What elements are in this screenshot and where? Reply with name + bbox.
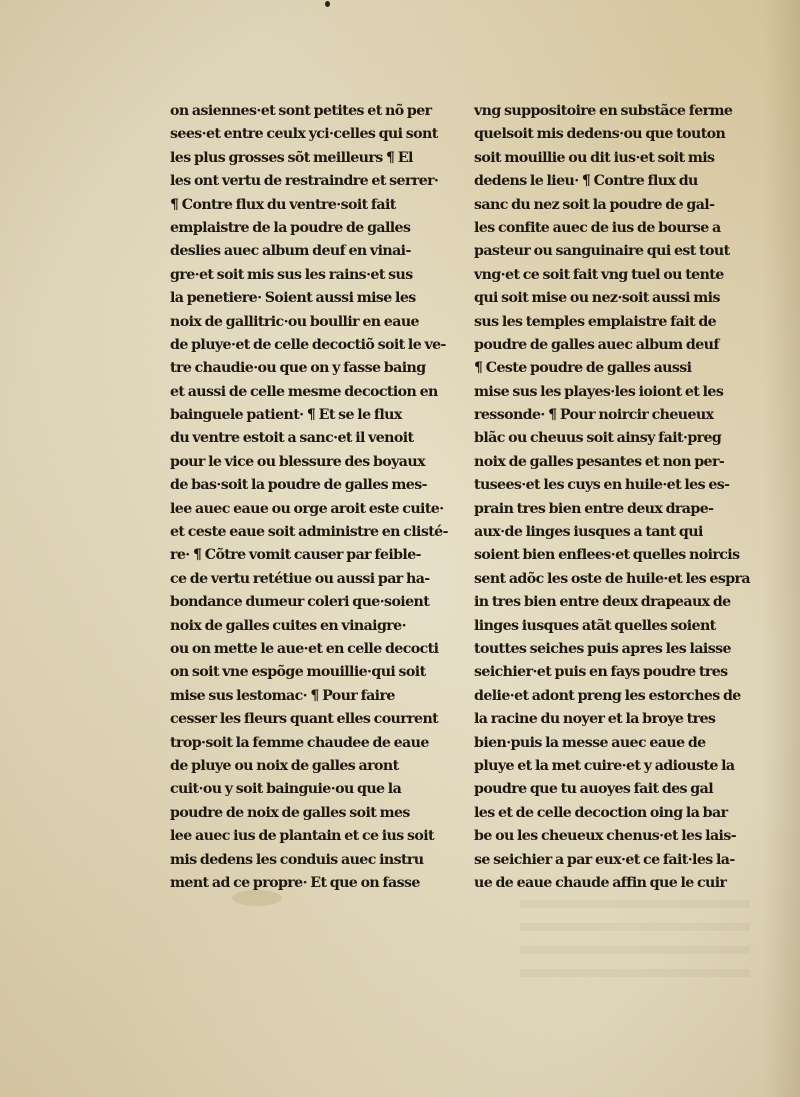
text-line: qui soit mise ou nez·soit aussi mis bbox=[474, 290, 720, 307]
text-line: pasteur ou sanguinaire qui est tout bbox=[474, 243, 730, 260]
ink-dot bbox=[325, 1, 330, 7]
text-line: mise sus les playes·les ioiont et les bbox=[474, 383, 724, 400]
text-line: la penetiere· Soient aussi mise les bbox=[170, 290, 416, 307]
text-line: poudre de galles auec album deuf bbox=[474, 336, 719, 353]
text-line: lee auec ius de plantain et ce ius soit bbox=[170, 828, 434, 845]
text-line: et ceste eaue soit administre en clisté- bbox=[170, 524, 448, 541]
text-column-right bbox=[474, 100, 774, 895]
text-line: noix de galles pesantes et non per- bbox=[474, 453, 725, 470]
text-line: on asiennes·et sont petites et nõ per bbox=[170, 103, 432, 119]
text-line: se seichier a par eux·et ce fait·les la- bbox=[474, 851, 735, 868]
text-line: quelsoit mis dedens·ou que touton bbox=[474, 126, 726, 143]
text-line: ment ad ce propre· Et que on fasse bbox=[170, 874, 420, 891]
text-line: ou on mette le aue·et en celle decocti bbox=[170, 640, 439, 657]
text-line: gre·et soit mis sus les rains·et sus bbox=[170, 266, 413, 283]
text-line: ce de vertu retétiue ou aussi par ha- bbox=[170, 570, 430, 587]
text-line: les confite auec de ius de bourse a bbox=[474, 219, 721, 236]
text-line: de pluye·et de celle decoctiõ soit le ve- bbox=[170, 336, 446, 353]
text-line: re· ¶ Cõtre vomit causer par feible- bbox=[170, 547, 421, 564]
text-line: et aussi de celle mesme decoction en bbox=[170, 383, 438, 400]
text-line: touttes seiches puis apres les laisse bbox=[474, 640, 731, 657]
text-line: trop·soit la femme chaudee de eaue bbox=[170, 734, 429, 751]
text-line: sanc du nez soit la poudre de gal- bbox=[474, 196, 715, 213]
text-line: bien·puis la messe auec eaue de bbox=[474, 734, 706, 751]
text-line: sent adõc les oste de huile·et les espra bbox=[474, 570, 751, 587]
text-line: soient bien enflees·et quelles noircis bbox=[474, 547, 740, 564]
text-line: poudre que tu auoyes fait des gal bbox=[474, 781, 713, 798]
text-line: sus les temples emplaistre fait de bbox=[474, 313, 717, 330]
text-line: on soit vne espõge mouillie·qui soit bbox=[170, 664, 426, 681]
text-line: prain tres bien entre deux drape- bbox=[474, 500, 714, 517]
text-line: vng·et ce soit fait vng tuel ou tente bbox=[474, 266, 724, 283]
text-line: les et de celle decoction oing la bar bbox=[474, 804, 728, 821]
show-through-bleed bbox=[520, 900, 750, 990]
text-line: bainguele patient· ¶ Et se le flux bbox=[170, 407, 402, 424]
text-line: sees·et entre ceulx yci·celles qui sont bbox=[170, 126, 438, 143]
text-line: emplaistre de la poudre de galles bbox=[170, 219, 411, 236]
text-line: cesser les fleurs quant elles courrent bbox=[170, 711, 439, 728]
text-line: noix de gallitric·ou boullir en eaue bbox=[170, 313, 419, 330]
text-line: ¶ Contre flux du ventre·soit fait bbox=[170, 196, 396, 213]
text-line: de bas·soit la poudre de galles mes- bbox=[170, 477, 427, 494]
text-line: noix de galles cuites en vinaigre· bbox=[170, 617, 406, 634]
text-line: seichier·et puis en fays poudre tres bbox=[474, 664, 728, 681]
text-line: lee auec eaue ou orge aroit este cuite· bbox=[170, 500, 444, 517]
text-line: ue de eaue chaude affin que le cuir bbox=[474, 874, 727, 891]
text-line: linges iusques atãt quelles soient bbox=[474, 617, 716, 634]
text-column-left bbox=[170, 100, 448, 895]
text-line: pour le vice ou blessure des boyaux bbox=[170, 453, 425, 470]
text-line: du ventre estoit a sanc·et il venoit bbox=[170, 430, 414, 447]
text-line: poudre de noix de galles soit mes bbox=[170, 804, 410, 821]
text-line: de pluye ou noix de galles aront bbox=[170, 757, 399, 774]
text-line: vng suppositoire en substãce ferme bbox=[474, 103, 733, 119]
text-line: la racine du noyer et la broye tres bbox=[474, 711, 716, 728]
text-line: les ont vertu de restraindre et serrer· bbox=[170, 173, 439, 190]
text-line: be ou les cheueux chenus·et les lais- bbox=[474, 828, 737, 845]
text-line: tusees·et les cuys en huile·et les es- bbox=[474, 477, 730, 494]
text-line: ¶ Ceste poudre de galles aussi bbox=[474, 360, 692, 377]
text-line: tre chaudie·ou que on y fasse baing bbox=[170, 360, 426, 377]
text-line: cuit·ou y soit bainguie·ou que la bbox=[170, 781, 402, 798]
text-line: mis dedens les conduis auec instru bbox=[170, 851, 424, 868]
text-line: pluye et la met cuire·et y adiouste la bbox=[474, 757, 735, 774]
text-line: les plus grosses sõt meilleurs ¶ El bbox=[170, 149, 413, 166]
text-line: dedens le lieu· ¶ Contre flux du bbox=[474, 173, 698, 190]
text-line: blãc ou cheuus soit ainsy fait·preg bbox=[474, 430, 722, 447]
text-line: ressonde· ¶ Pour noircir cheueux bbox=[474, 407, 714, 424]
text-line: aux·de linges iusques a tant qui bbox=[474, 524, 703, 541]
text-line: deslies auec album deuf en vinai- bbox=[170, 243, 411, 260]
text-line: soit mouillie ou dit ius·et soit mis bbox=[474, 149, 715, 166]
text-line: bondance dumeur coleri que·soient bbox=[170, 594, 430, 611]
text-line: in tres bien entre deux drapeaux de bbox=[474, 594, 731, 611]
text-line: delie·et adont preng les estorches de bbox=[474, 687, 741, 704]
text-line: mise sus lestomac· ¶ Pour faire bbox=[170, 687, 395, 704]
